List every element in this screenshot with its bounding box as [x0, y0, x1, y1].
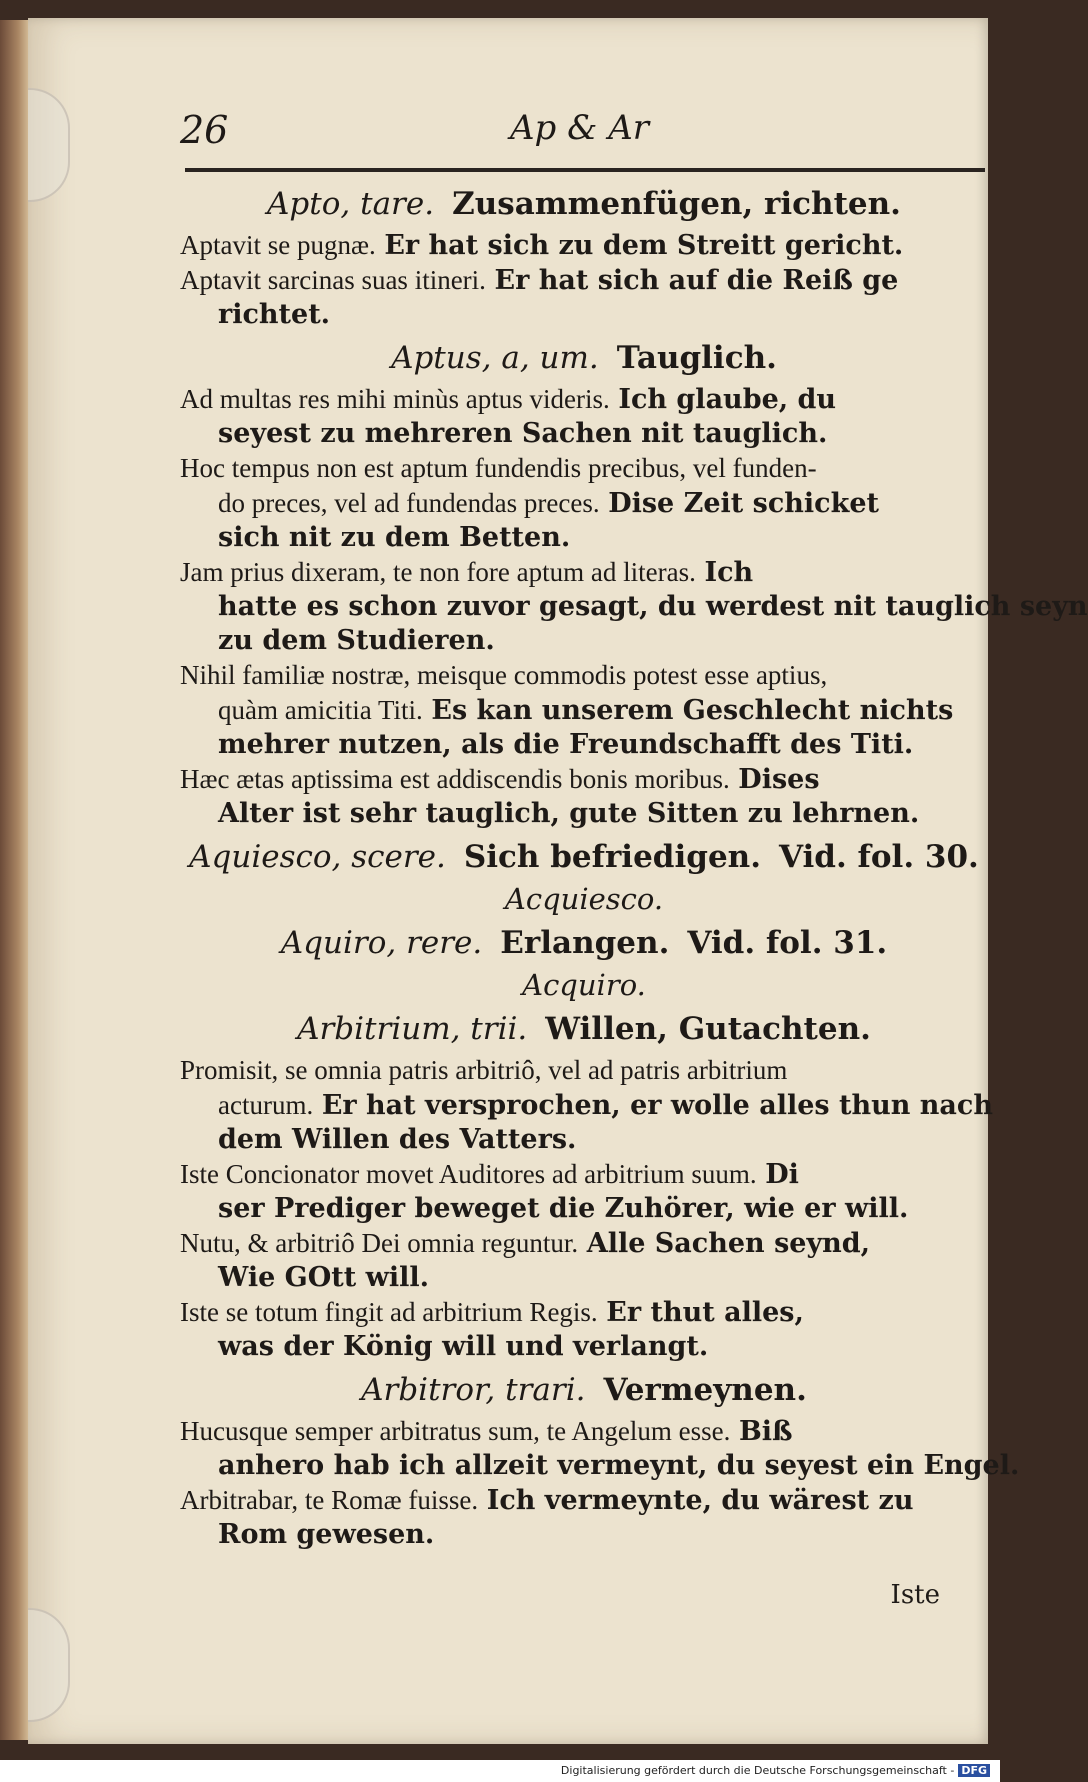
- example-german: hatte es schon zuvor gesagt, du werdest nit tauglich seyn: [218, 591, 1088, 622]
- example-continuation: [180, 521, 988, 555]
- example-german: Biß: [738, 1416, 793, 1447]
- digitization-footer: [0, 1760, 1000, 1782]
- example-line: [180, 1295, 988, 1330]
- example-latin: Aptavit se pugnæ.: [180, 230, 376, 260]
- dfg-logo: DFG: [958, 1764, 990, 1777]
- example-continuation: [180, 1449, 1020, 1483]
- example-german: Ich vermeynte, du wärest zu: [486, 1485, 914, 1516]
- example-latin: Iste Concionator movet Auditores ad arbitrium suum.: [180, 1159, 757, 1189]
- example-german: seyest zu mehreren Sachen nit tauglich.: [218, 418, 828, 449]
- headword-german: Vermeynen.: [603, 1372, 807, 1408]
- headword-latin: Arbitrium, trii.: [297, 1011, 528, 1047]
- example-german: Rom gewesen.: [218, 1519, 435, 1550]
- example-line: [180, 1414, 988, 1449]
- headword: [180, 921, 988, 965]
- example-continuation: [180, 693, 988, 728]
- headword: [180, 182, 988, 226]
- example-line: [180, 228, 988, 263]
- book-spine: [0, 20, 30, 1740]
- example-line: [180, 1157, 988, 1192]
- example-line: [180, 263, 988, 298]
- headword-latin: Apto, tare.: [267, 186, 435, 222]
- example-german: Er thut alles,: [606, 1297, 804, 1328]
- page-number: 26: [180, 108, 229, 152]
- example-german: Alter ist sehr tauglich, gute Sitten zu lehrnen.: [218, 798, 920, 829]
- headword-german: Tauglich.: [616, 340, 777, 376]
- example-german: Dises: [738, 764, 820, 795]
- example-latin: Nutu, & arbitriô Dei omnia reguntur.: [180, 1228, 579, 1258]
- headword-variant: Acquiro.: [522, 968, 646, 1002]
- header-rule: [185, 168, 985, 172]
- example-latin: Arbitrabar, te Romæ fuisse.: [180, 1485, 479, 1515]
- example-continuation: [180, 417, 988, 451]
- example-latin: do preces, vel ad fundendas preces.: [218, 488, 600, 518]
- example-continuation: [180, 486, 988, 521]
- example-latin: Promisit, se omnia patris arbitriô, vel ad patris arbitrium: [180, 1055, 788, 1085]
- example-german: Alle Sachen seynd,: [586, 1228, 871, 1259]
- example-continuation: [180, 797, 988, 831]
- dictionary-body: [180, 178, 1088, 1552]
- catchword: Iste: [890, 1580, 940, 1610]
- headword-german: Zusammenfügen, richten.: [452, 186, 901, 222]
- page-clip-bottom: [28, 1608, 70, 1722]
- page-header: [150, 108, 980, 160]
- headword-latin: Arbitror, trari.: [361, 1372, 586, 1408]
- example-german: Dise Zeit schicket: [608, 488, 879, 519]
- headword-variant: Acquiesco.: [504, 882, 664, 916]
- headword: [180, 1368, 988, 1412]
- headword: [180, 1007, 988, 1051]
- example-line: [180, 382, 988, 417]
- headword-german: Erlangen.: [500, 925, 670, 961]
- example-line: [180, 555, 988, 590]
- example-continuation: [180, 590, 1088, 624]
- example-german: anhero hab ich allzeit vermeynt, du seyest ein Engel.: [218, 1450, 1020, 1481]
- example-german: mehrer nutzen, als die Freundschafft des Titi.: [218, 729, 914, 760]
- example-continuation: [180, 298, 988, 332]
- headword-reference: Vid. fol. 31.: [687, 925, 888, 961]
- example-continuation: [180, 1088, 993, 1123]
- example-latin: Hucusque semper arbitratus sum, te Angelum esse.: [180, 1416, 731, 1446]
- headword-german: Sich befriedigen.: [463, 839, 761, 875]
- example-continuation: [180, 624, 988, 658]
- example-german: Di: [765, 1159, 799, 1190]
- example-german: was der König will und verlangt.: [218, 1331, 709, 1362]
- example-continuation: [180, 1330, 988, 1364]
- example-german: Ich glaube, du: [618, 384, 837, 415]
- headword-latin: Aptus, a, um.: [391, 340, 599, 376]
- example-german: Er hat sich zu dem Streitt gericht.: [384, 230, 904, 261]
- example-line: [180, 762, 988, 797]
- example-continuation: [180, 728, 988, 762]
- example-latin: Nihil familiæ nostræ, meisque commodis potest esse aptius,: [180, 660, 828, 690]
- example-german: sich nit zu dem Betten.: [218, 522, 571, 553]
- footer-text: Digitalisierung gefördert durch die Deutsche Forschungsgemeinschaft -: [560, 1764, 955, 1777]
- example-german: richtet.: [218, 299, 331, 330]
- running-head: Ap & Ar: [510, 108, 650, 148]
- example-latin: Hæc ætas aptissima est addiscendis bonis moribus.: [180, 764, 730, 794]
- example-latin: Aptavit sarcinas suas itineri.: [180, 265, 486, 295]
- example-continuation: [180, 1518, 988, 1552]
- example-german: zu dem Studieren.: [218, 625, 495, 656]
- headword-german: Willen, Gutachten.: [545, 1011, 871, 1047]
- headword: [180, 336, 988, 380]
- example-german: Ich: [704, 557, 754, 588]
- example-line: [180, 1053, 988, 1088]
- example-line: [180, 1226, 988, 1261]
- headword: [180, 835, 988, 879]
- example-latin: Hoc tempus non est aptum fundendis precibus, vel funden-: [180, 453, 817, 483]
- example-line: [180, 1483, 988, 1518]
- example-german: dem Willen des Vatters.: [218, 1124, 577, 1155]
- example-line: [180, 451, 988, 486]
- example-line: [180, 658, 988, 693]
- headword-reference: Vid. fol. 30.: [779, 839, 979, 875]
- example-german: Er hat versprochen, er wolle alles thun nach: [321, 1090, 993, 1121]
- headword-latin: Aquiesco, scere.: [189, 839, 446, 875]
- page-clip-top: [28, 88, 70, 202]
- example-continuation: [180, 1123, 988, 1157]
- example-german: Wie GOtt will.: [218, 1262, 430, 1293]
- example-latin: Ad multas res mihi minùs aptus videris.: [180, 384, 610, 414]
- example-german: Es kan unserem Geschlecht nichts: [431, 695, 954, 726]
- headword-latin: Aquiro, rere.: [280, 925, 483, 961]
- example-latin: Jam prius dixeram, te non fore aptum ad literas.: [180, 557, 696, 587]
- example-german: Er hat sich auf die Reiß ge: [494, 265, 899, 296]
- example-latin: acturum.: [218, 1090, 314, 1120]
- example-latin: quàm amicitia Titi.: [218, 695, 423, 725]
- example-latin: Iste se totum fingit ad arbitrium Regis.: [180, 1297, 598, 1327]
- example-german: ser Prediger beweget die Zuhörer, wie er will.: [218, 1193, 909, 1224]
- example-continuation: [180, 1192, 988, 1226]
- example-continuation: [180, 1261, 988, 1295]
